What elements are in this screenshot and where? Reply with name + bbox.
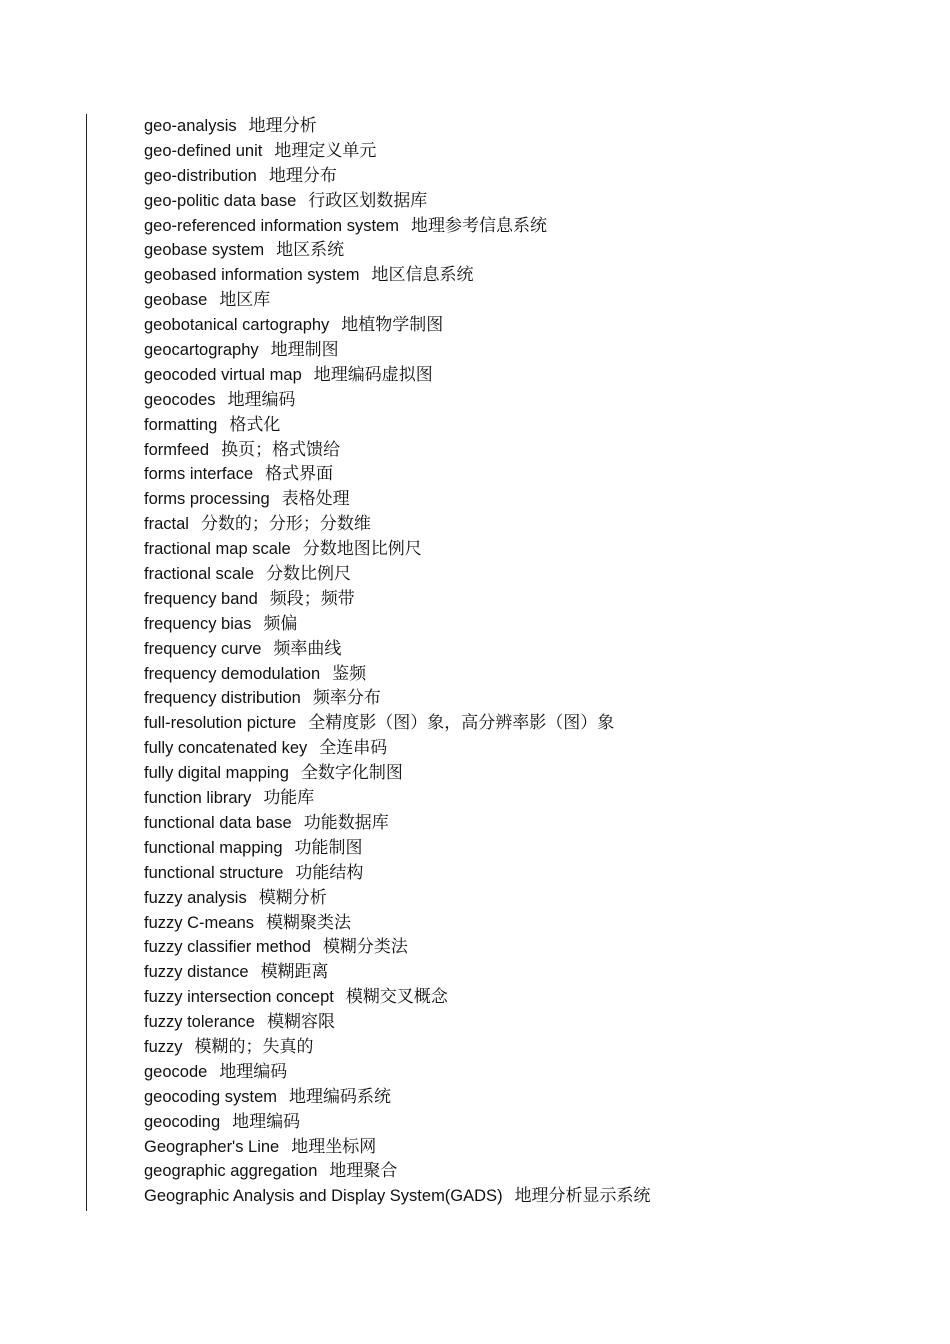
- glossary-translation: 功能制图: [294, 837, 363, 858]
- glossary-entry: [144, 587, 651, 612]
- glossary-term: geocoding: [144, 1112, 221, 1131]
- glossary-entry: [144, 139, 651, 164]
- glossary-translation: 全连串码: [319, 738, 388, 759]
- glossary-translation: 地植物学制图: [341, 315, 444, 336]
- glossary-entry: [144, 836, 651, 861]
- glossary-term: geobotanical cartography: [144, 316, 330, 335]
- glossary-translation: 换页；格式馈给: [221, 439, 341, 460]
- glossary-term: geo-distribution: [144, 166, 257, 185]
- glossary-translation: 地理编码: [232, 1111, 301, 1132]
- glossary-entry: [144, 413, 651, 438]
- glossary-entry: [144, 886, 651, 911]
- glossary-term: Geographer's Line: [144, 1137, 280, 1156]
- glossary-term: fuzzy intersection concept: [144, 988, 334, 1007]
- glossary-entry: [144, 1035, 651, 1060]
- glossary-translation: 地理编码: [219, 1061, 288, 1082]
- glossary-translation: 地区信息系统: [371, 265, 474, 286]
- glossary-entry: [144, 686, 651, 711]
- glossary-translation: 模糊分析: [258, 887, 327, 908]
- glossary-translation: 功能结构: [295, 862, 364, 883]
- glossary-list: [144, 114, 651, 1209]
- glossary-term: geocode: [144, 1062, 208, 1081]
- glossary-entry: [144, 861, 651, 886]
- glossary-translation: 地理分布: [268, 165, 337, 186]
- glossary-term: fuzzy distance: [144, 963, 249, 982]
- glossary-entry: [144, 911, 651, 936]
- glossary-term: functional structure: [144, 863, 284, 882]
- glossary-term: function library: [144, 789, 252, 808]
- glossary-entry: [144, 960, 651, 985]
- glossary-translation: 模糊分类法: [322, 937, 408, 958]
- glossary-translation: 地理聚合: [329, 1161, 398, 1182]
- glossary-translation: 地理分析显示系统: [514, 1186, 651, 1207]
- glossary-term: fully concatenated key: [144, 739, 308, 758]
- glossary-entry: [144, 338, 651, 363]
- glossary-entry: [144, 935, 651, 960]
- glossary-translation: 地理分析: [248, 116, 317, 136]
- glossary-translation: 分数比例尺: [266, 564, 352, 585]
- glossary-translation: 地理编码: [227, 389, 296, 410]
- glossary-entry: [144, 189, 651, 214]
- glossary-term: forms processing: [144, 490, 270, 509]
- glossary-term: geographic aggregation: [144, 1162, 318, 1181]
- glossary-entry: [144, 811, 651, 836]
- glossary-translation: 模糊距离: [260, 962, 329, 983]
- glossary-entry: [144, 363, 651, 388]
- glossary-entry: [144, 487, 651, 512]
- glossary-entry: [144, 637, 651, 662]
- glossary-term: forms interface: [144, 465, 254, 484]
- glossary-translation: 格式化: [229, 414, 281, 435]
- glossary-translation: 地区系统: [276, 240, 345, 261]
- glossary-term: frequency band: [144, 589, 258, 608]
- glossary-term: formfeed: [144, 440, 210, 459]
- glossary-term: geobase system: [144, 241, 265, 260]
- glossary-entry: [144, 562, 651, 587]
- glossary-translation: 地理编码虚拟图: [313, 364, 433, 385]
- glossary-entry: [144, 512, 651, 537]
- glossary-translation: 表格处理: [281, 489, 350, 510]
- glossary-term: Geographic Analysis and Display System(GADS): [144, 1187, 503, 1206]
- glossary-term: frequency curve: [144, 639, 262, 658]
- glossary-translation: 地理坐标网: [291, 1136, 377, 1157]
- glossary-entry: [144, 214, 651, 239]
- glossary-term: geobased information system: [144, 266, 360, 285]
- glossary-term: fractal: [144, 515, 189, 534]
- glossary-translation: 格式界面: [265, 464, 334, 485]
- glossary-entry: [144, 786, 651, 811]
- glossary-entry: [144, 462, 651, 487]
- glossary-term: geocartography: [144, 341, 259, 360]
- glossary-term: fuzzy: [144, 1037, 183, 1056]
- glossary-translation: 全精度影（图）象，高分辨率影（图）象: [308, 713, 615, 734]
- glossary-entry: [144, 438, 651, 463]
- glossary-entry: [144, 263, 651, 288]
- glossary-translation: 地理制图: [270, 340, 339, 361]
- glossary-term: formatting: [144, 415, 218, 434]
- glossary-translation: 地理定义单元: [274, 140, 377, 161]
- glossary-term: geocodes: [144, 390, 216, 409]
- glossary-translation: 模糊聚类法: [266, 912, 352, 933]
- glossary-entry: [144, 1085, 651, 1110]
- glossary-translation: 地区库: [219, 290, 271, 311]
- glossary-term: functional mapping: [144, 838, 283, 857]
- glossary-term: fractional scale: [144, 565, 255, 584]
- glossary-translation: 行政区划数据库: [308, 190, 428, 211]
- glossary-entry: [144, 1060, 651, 1085]
- glossary-entry: [144, 114, 651, 139]
- glossary-entry: [144, 1010, 651, 1035]
- glossary-term: frequency bias: [144, 614, 252, 633]
- glossary-entry: [144, 1110, 651, 1135]
- glossary-translation: 频率分布: [312, 688, 381, 709]
- glossary-term: frequency distribution: [144, 689, 301, 708]
- glossary-entry: [144, 388, 651, 413]
- glossary-term: full-resolution picture: [144, 714, 297, 733]
- glossary-translation: 模糊交叉概念: [345, 987, 448, 1008]
- glossary-translation: 模糊的；失真的: [194, 1036, 314, 1057]
- glossary-translation: 模糊容限: [266, 1012, 335, 1033]
- glossary-term: fuzzy tolerance: [144, 1013, 255, 1032]
- glossary-translation: 分数地图比例尺: [302, 539, 422, 560]
- glossary-entry: [144, 1184, 651, 1209]
- glossary-term: geo-analysis: [144, 117, 237, 135]
- glossary-translation: 地理编码系统: [289, 1086, 391, 1107]
- glossary-term: fully digital mapping: [144, 764, 289, 783]
- glossary-entry: [144, 662, 651, 687]
- glossary-entry: [144, 238, 651, 263]
- glossary-term: fractional map scale: [144, 540, 291, 559]
- glossary-entry: [144, 761, 651, 786]
- glossary-entry: [144, 612, 651, 637]
- glossary-term: fuzzy classifier method: [144, 938, 311, 957]
- glossary-term: frequency demodulation: [144, 664, 321, 683]
- glossary-entry: [144, 1159, 651, 1184]
- glossary-translation: 分数的；分形；分数维: [200, 514, 371, 535]
- glossary-entry: [144, 736, 651, 761]
- glossary-translation: 地理参考信息系统: [410, 215, 547, 236]
- glossary-entry: [144, 1135, 651, 1160]
- glossary-translation: 全数字化制图: [300, 763, 403, 784]
- glossary-entry: [144, 537, 651, 562]
- glossary-entry: [144, 985, 651, 1010]
- glossary-term: geo-politic data base: [144, 191, 297, 210]
- glossary-term: fuzzy analysis: [144, 888, 247, 907]
- glossary-translation: 频段；频带: [269, 588, 355, 609]
- glossary-term: geobase: [144, 291, 208, 310]
- glossary-translation: 频偏: [263, 613, 298, 634]
- glossary-translation: 频率曲线: [273, 638, 342, 659]
- glossary-entry: [144, 313, 651, 338]
- glossary-term: geo-referenced information system: [144, 216, 399, 235]
- glossary-term: geo-defined unit: [144, 141, 263, 160]
- left-margin-rule: [86, 114, 87, 1211]
- glossary-term: geocoded virtual map: [144, 365, 302, 384]
- glossary-entry: [144, 288, 651, 313]
- glossary-term: geocoding system: [144, 1087, 277, 1106]
- glossary-entry: [144, 164, 651, 189]
- glossary-translation: 功能库: [263, 788, 315, 809]
- glossary-entry: [144, 711, 651, 736]
- glossary-translation: 功能数据库: [303, 812, 389, 833]
- glossary-translation: 鉴频: [332, 663, 367, 684]
- glossary-term: functional data base: [144, 813, 292, 832]
- glossary-term: fuzzy C-means: [144, 913, 255, 932]
